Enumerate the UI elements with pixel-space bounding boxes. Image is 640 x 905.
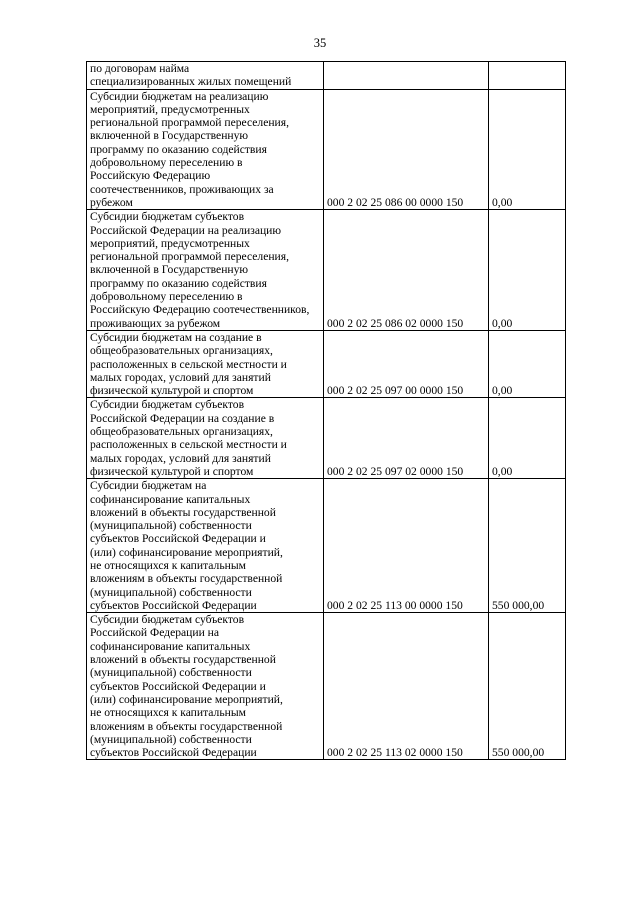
row-name-cell: Субсидии бюджетам субъектов Российской Федерации на создание в общеобразовательных организациях, расположенных в сельской местности и малых городах, условий для занятий физической культурой и спортом [87,398,324,479]
table-row [87,210,566,331]
row-name-cell: по договорам найма специализированных жилых помещений [87,62,324,90]
row-name-cell: Субсидии бюджетам субъектов Российской Федерации на реализацию мероприятий, предусмотренных региональной программой переселения, включенной в Государственную программу по оказанию содействия добровольному переселению в Российскую Федерацию соотечественников, проживающих за рубежом [87,210,324,331]
row-amount-cell: 0,00 [489,398,566,479]
row-code-cell: 000 2 02 25 086 02 0000 150 [324,210,489,331]
row-code-cell: 000 2 02 25 097 00 0000 150 [324,330,489,397]
row-amount-cell: 550 000,00 [489,479,566,613]
table-row [87,398,566,479]
table-row [87,89,566,210]
row-amount-cell [489,62,566,90]
row-name-cell: Субсидии бюджетам субъектов Российской Федерации на софинансирование капитальных вложений в объекты государственной (муниципальной) собственности субъектов Российской Федерации и (или) софинансирование мероприятий, не относящихся к капитальным вложениям в объекты государственной (муниципальной) собственности субъектов Российской Федерации [87,613,324,760]
row-code-cell: 000 2 02 25 097 02 0000 150 [324,398,489,479]
table-row [87,330,566,397]
row-code-cell: 000 2 02 25 086 00 0000 150 [324,89,489,210]
row-code-cell: 000 2 02 25 113 00 0000 150 [324,479,489,613]
table-row [87,613,566,760]
row-name-cell: Субсидии бюджетам на создание в общеобразовательных организациях, расположенных в сельской местности и малых городах, условий для занятий физической культурой и спортом [87,330,324,397]
table-row [87,62,566,90]
row-code-cell: 000 2 02 25 113 02 0000 150 [324,613,489,760]
page-number: 35 [313,36,327,50]
budget-table [86,61,566,760]
row-amount-cell: 0,00 [489,89,566,210]
row-name-cell: Субсидии бюджетам на реализацию мероприятий, предусмотренных региональной программой переселения, включенной в Государственную программу по оказанию содействия добровольному переселению в Российскую Федерацию соотечественников, проживающих за рубежом [87,89,324,210]
row-name-cell: Субсидии бюджетам на софинансирование капитальных вложений в объекты государственной (муниципальной) собственности субъектов Российской Федерации и (или) софинансирование мероприятий, не относящихся к капитальным вложениям в объекты государственной (муниципальной) собственности субъектов Российской Федерации [87,479,324,613]
row-amount-cell: 0,00 [489,210,566,331]
table-row [87,479,566,613]
row-amount-cell: 550 000,00 [489,613,566,760]
row-code-cell [324,62,489,90]
row-amount-cell: 0,00 [489,330,566,397]
